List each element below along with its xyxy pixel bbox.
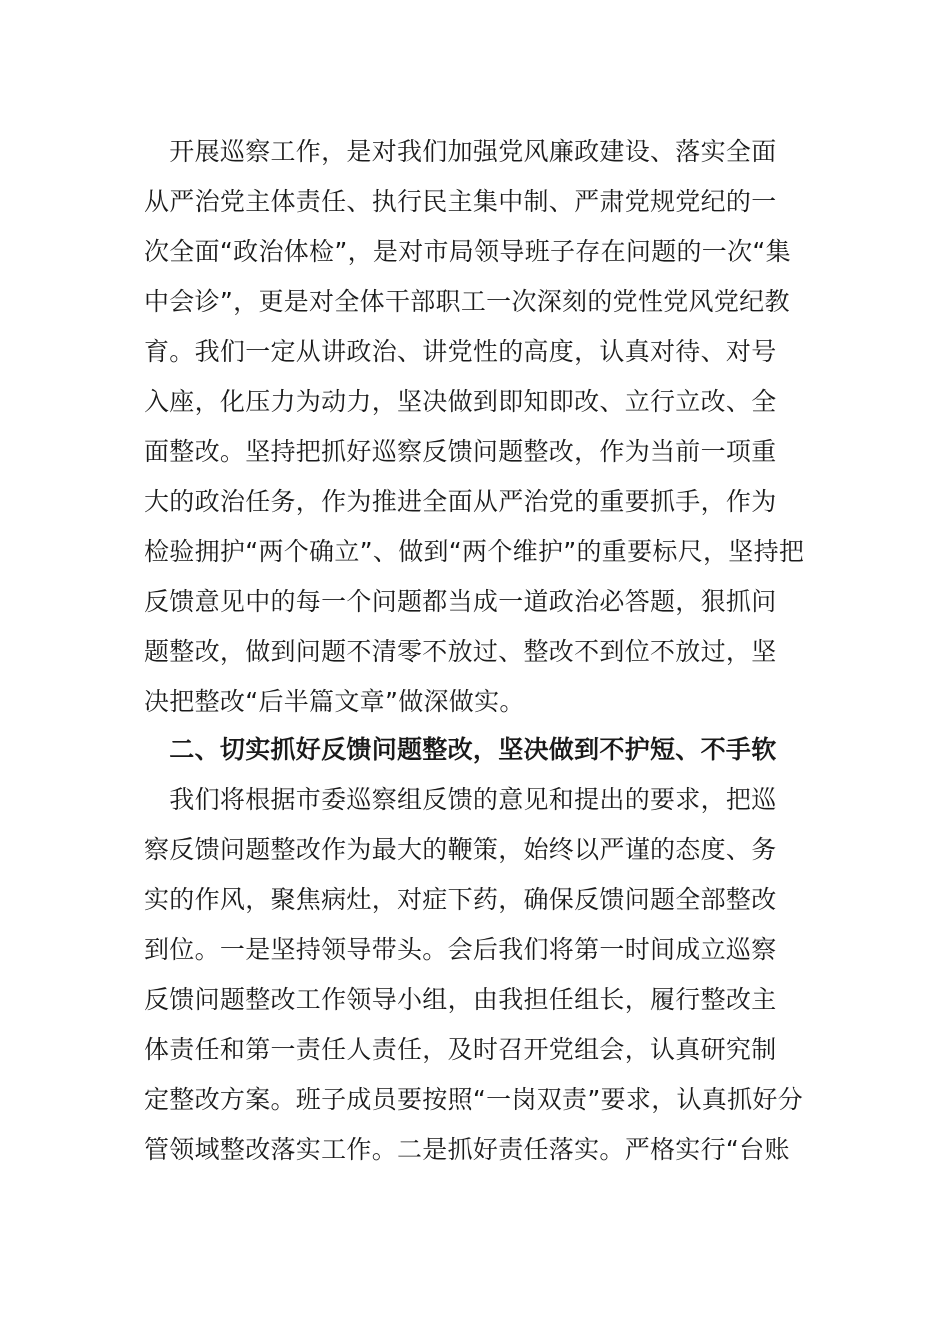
section-heading-text: 二、切实抓好反馈问题整改，坚决做到不护短、不手软 [144, 735, 777, 764]
paragraph-line: 题整改，做到问题不清零不放过、整改不到位不放过，坚 [144, 637, 777, 666]
paragraph-line: 到位。一是坚持领导带头。会后我们将第一时间成立巡察 [144, 935, 777, 964]
paragraph-line: 体责任和第一责任人责任，及时召开党组会，认真研究制 [144, 1035, 777, 1064]
paragraph-line: 反馈问题整改工作领导小组，由我担任组长，履行整改主 [144, 985, 777, 1014]
paragraph-line: 察反馈问题整改作为最大的鞭策，始终以严谨的态度、务 [144, 835, 777, 864]
paragraph-line: 面整改。坚持把抓好巡察反馈问题整改，作为当前一项重 [144, 437, 777, 466]
paragraph-inspection-work [144, 127, 808, 727]
paragraph-line: 反馈意见中的每一个问题都当成一道政治必答题，狠抓问 [144, 587, 777, 616]
paragraph-line: 从严治党主体责任、执行民主集中制、严肃党规党纪的一 [144, 187, 777, 216]
paragraph-line: 定整改方案。班子成员要按照“一岗双责”要求，认真抓好分 [144, 1085, 804, 1114]
paragraph-line: 管领域整改落实工作。二是抓好责任落实。严格实行“台账 [144, 1135, 790, 1164]
paragraph-line: 我们将根据市委巡察组反馈的意见和提出的要求，把巡 [144, 785, 777, 814]
paragraph-line: 中会诊”，更是对全体干部职工一次深刻的党性党风党纪教 [144, 287, 790, 316]
paragraph-line: 开展巡察工作，是对我们加强党风廉政建设、落实全面 [144, 137, 777, 166]
paragraph-line: 检验拥护“两个确立”、做到“两个维护”的重要标尺，坚持把 [144, 537, 805, 566]
paragraph-line: 大的政治任务，作为推进全面从严治党的重要抓手，作为 [144, 487, 777, 516]
paragraph-line: 决把整改“后半篇文章”做深做实。 [144, 687, 525, 716]
section-heading [144, 725, 808, 775]
paragraph-rectification [144, 775, 808, 1175]
paragraph-line: 入座，化压力为动力，坚决做到即知即改、立行立改、全 [144, 387, 777, 416]
paragraph-line: 次全面“政治体检”，是对市局领导班子存在问题的一次“集 [144, 237, 791, 266]
paragraph-line: 育。我们一定从讲政治、讲党性的高度，认真对待、对号 [144, 337, 777, 366]
paragraph-line: 实的作风，聚焦病灶，对症下药，确保反馈问题全部整改 [144, 885, 777, 914]
